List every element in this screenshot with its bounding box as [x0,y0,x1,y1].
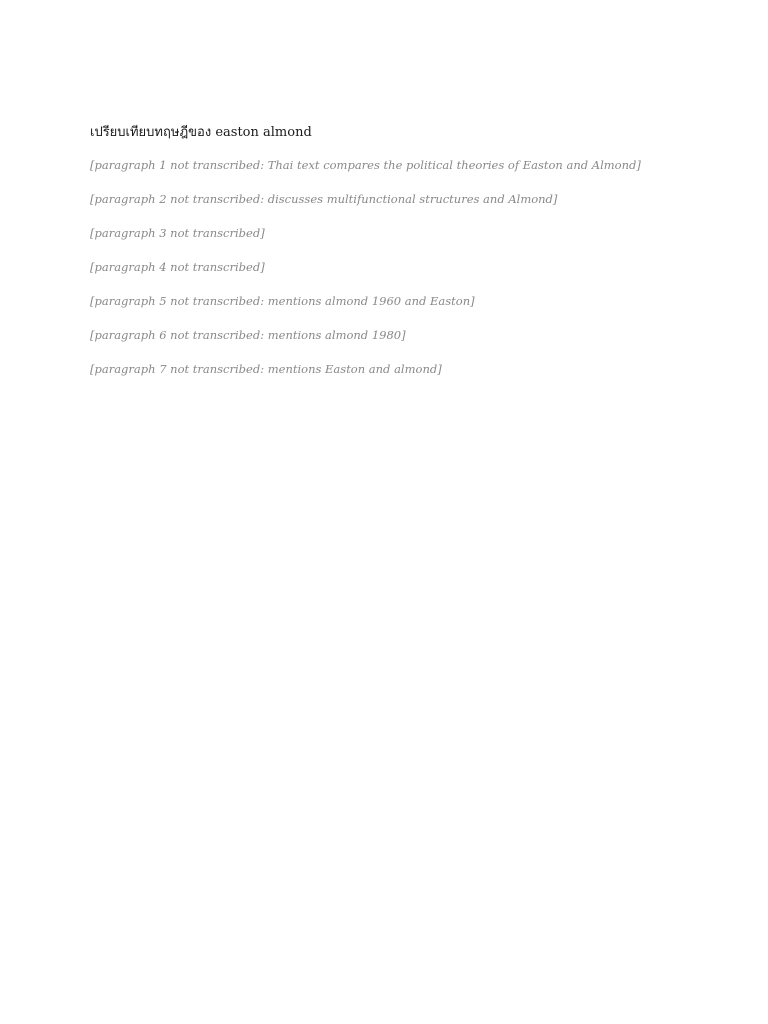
paragraph-3: [paragraph 3 not transcribed] [90,226,265,240]
paragraph-6: [paragraph 6 not transcribed: mentions almond 1980] [90,328,406,342]
paragraph-5: [paragraph 5 not transcribed: mentions almond 1960 and Easton] [90,294,475,308]
paragraph-2: [paragraph 2 not transcribed: discusses multifunctional structures and Almond] [90,192,558,206]
paragraph-1: [paragraph 1 not transcribed: Thai text compares the political theories of Easton and Almond] [90,158,641,172]
document-page [90,124,680,394]
paragraph-7: [paragraph 7 not transcribed: mentions Easton and almond] [90,362,442,376]
paragraph-4: [paragraph 4 not transcribed] [90,260,265,274]
document-title: เปรียบเทียบทฤษฎีของ easton almond [90,125,312,140]
